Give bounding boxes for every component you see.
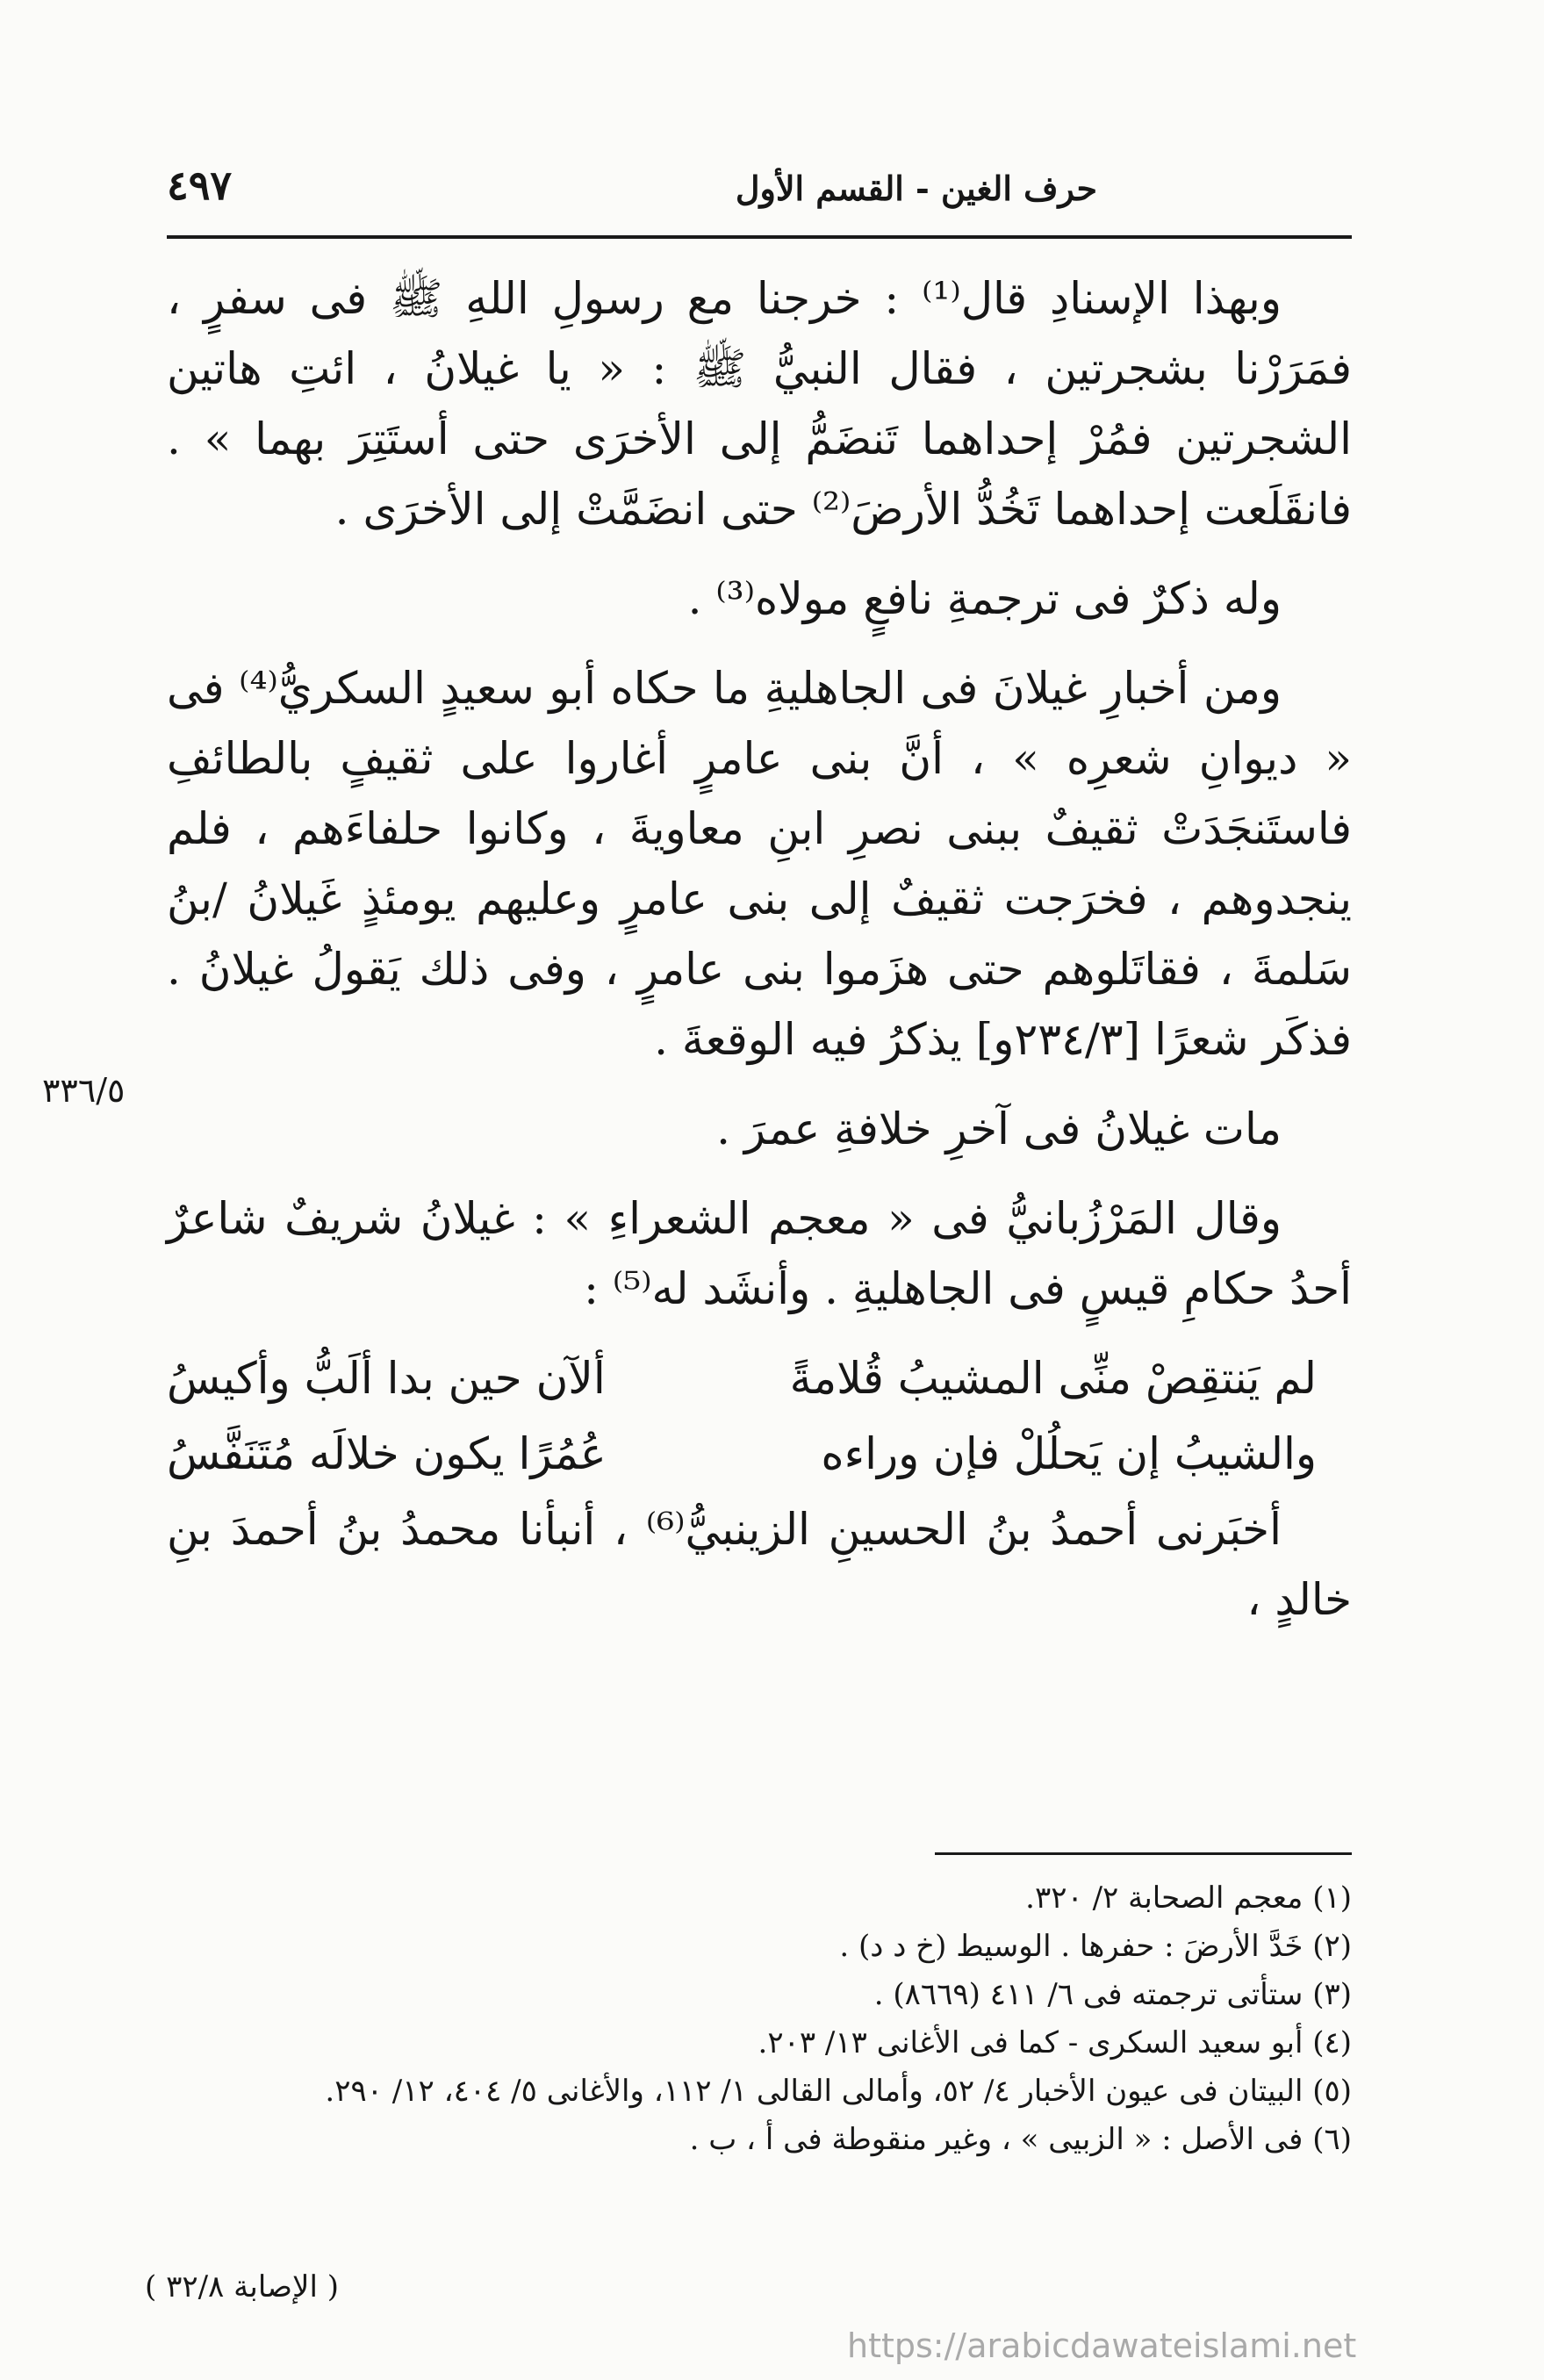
verse-line (167, 1419, 1352, 1489)
footnote: (٥) البيتان فى عيون الأخبار ٤/ ٥٢، وأمالى القالى ١/ ١١٢، والأغانى ٥/ ٤٠٤، ١٢/ ٢٩٠. (325, 2074, 1352, 2110)
main-text (167, 263, 1352, 1654)
paragraph-5: وقال المَرْزُبانيُّ فى « معجم الشعراءِ » : غيلانُ شريفٌ شاعرٌ أحدُ حكامِ قيسٍ فى الجاهليةِ . وأنشَد له⁽⁵⁾ : (167, 1193, 1352, 1314)
source-reference: ( الإصابة ٣٢/٨ ) (145, 2269, 339, 2305)
footnote: (٦) فى الأصل : « الزبيى » ، وغير منقوطة فى أ ، ب . (689, 2122, 1352, 2158)
page-header (167, 156, 1352, 218)
footnote-rule (935, 1852, 1352, 1855)
footnote: (٣) ستأتى ترجمته فى ٦/ ٤١١ (٨٦٦٩) . (873, 1977, 1352, 2013)
poem (167, 1343, 1352, 1489)
footnote: (١) معجم الصحابة ٢/ ٣٢٠. (1025, 1880, 1352, 1916)
paragraph-2: وله ذكرٌ فى ترجمةِ نافعٍ مولاه⁽³⁾ . (687, 573, 1282, 624)
verse-line (167, 1343, 1352, 1413)
watermark-url: https://arabicdawateislami.net (847, 2326, 1357, 2365)
hemistich-first: لم يَنتقِصْ منِّى المشيبُ قُلامةً (789, 1353, 1317, 1404)
footnotes (167, 1874, 1352, 2164)
paragraph-1: وبهذا الإسنادِ قال⁽¹⁾ : خرجنا مع رسولِ اللهِ ﷺ فى سفرٍ ، فمَرَرْنا بشجرتين ، فقال النبيُّ ﷺ : « يا غيلانُ ، ائتِ هاتين الشجرتين فمُرْ إحداهما تَنضَمُّ إلى الأخرَى حتى أستَتِرَ بهما » . فانقَلَعت إحداهما تَخُدُّ الأرضَ⁽²⁾ حتى انضَمَّتْ إلى الأخرَى . (167, 273, 1352, 535)
running-title: حرف الغين - القسم الأول (735, 169, 1097, 208)
header-rule (167, 235, 1352, 239)
hemistich-second: ألآن حين بدا ألَبُّ وأكيسُ (167, 1353, 606, 1404)
margin-reference: ٣٣٦/٥ (42, 1071, 126, 1110)
hemistich-first: والشيبُ إن يَحلُلْ فإن وراءه (821, 1428, 1317, 1479)
page-number: ٤٩٧ (167, 162, 233, 209)
paragraph-4: مات غيلانُ فى آخرِ خلافةِ عمرَ . (716, 1104, 1282, 1154)
footnote: (٤) أبو سعيد السكرى - كما فى الأغانى ١٣/ ٢٠٣. (758, 2025, 1352, 2061)
hemistich-second: عُمُرًا يكون خلالَه مُتَنَفَّسُ (167, 1428, 607, 1479)
paragraph-3: ومن أخبارِ غيلانَ فى الجاهليةِ ما حكاه أبو سعيدٍ السكريُّ⁽⁴⁾ فى « ديوانِ شعرِه » ، أنَّ بنى عامرٍ أغاروا على ثقيفٍ بالطائفِ فاستَنجَدَتْ ثقيفٌ ببنى نصرِ ابنِ معاويةَ ، وكانوا حلفاءَهم ، فلم ينجدوهم ، فخرَجت ثقيفٌ إلى بنى عامرٍ وعليهم يومئذٍ غَيلانُ /بنُ سَلمةَ ، فقاتَلوهم حتى هزَموا بنى عامرٍ ، وفى ذلك يَقولُ غيلانُ . فذكَر شعرًا [٢٣٤/٣و] يذكرُ فيه الوقعةَ . (167, 663, 1352, 1065)
paragraph-6: أخبَرنى أحمدُ بنُ الحسينِ الزينبيُّ⁽⁶⁾ ، أنبأنا محمدُ بنُ أحمدَ بنِ خالدٍ ، (167, 1504, 1352, 1625)
footnote: (٢) خَدَّ الأرضَ : حفرها . الوسيط (خ د د) . (839, 1929, 1352, 1965)
